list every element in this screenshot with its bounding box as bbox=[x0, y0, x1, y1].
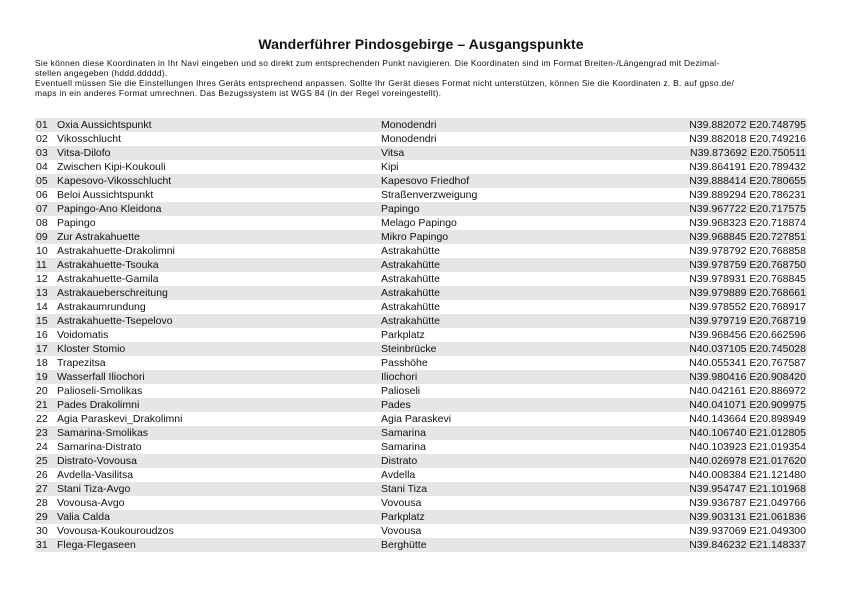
point-coordinates: N39.968456 E20.662596 bbox=[689, 329, 806, 341]
point-name: Astrakahuette-Drakolimni bbox=[57, 245, 175, 257]
point-name: Stani Tiza-Avgo bbox=[57, 483, 131, 495]
point-place: Astrakahütte bbox=[381, 245, 440, 257]
point-name: Pades Drakolimni bbox=[57, 399, 140, 411]
point-coordinates: N39.978792 E20.768858 bbox=[689, 245, 806, 257]
point-coordinates: N39.882072 E20.748795 bbox=[689, 119, 806, 131]
point-name: Astrakahuette-Gamila bbox=[57, 273, 159, 285]
point-place: Steinbrücke bbox=[381, 343, 437, 355]
table-row bbox=[35, 328, 807, 342]
table-row bbox=[35, 132, 807, 146]
point-coordinates: N39.846232 E21.148337 bbox=[689, 539, 806, 551]
point-coordinates: N39.968845 E20.727851 bbox=[689, 231, 806, 243]
point-number: 18 bbox=[36, 357, 48, 369]
table-row bbox=[35, 370, 807, 384]
point-number: 03 bbox=[36, 147, 48, 159]
point-name: Astrakaueberschreitung bbox=[57, 287, 168, 299]
table-row bbox=[35, 356, 807, 370]
point-number: 19 bbox=[36, 371, 48, 383]
point-number: 22 bbox=[36, 413, 48, 425]
point-coordinates: N39.979719 E20.768719 bbox=[689, 315, 806, 327]
table-row bbox=[35, 454, 807, 468]
point-number: 17 bbox=[36, 343, 48, 355]
point-name: Flega-Flegaseen bbox=[57, 539, 136, 551]
point-place: Parkplatz bbox=[381, 511, 425, 523]
point-number: 15 bbox=[36, 315, 48, 327]
point-place: Astrakahütte bbox=[381, 259, 440, 271]
intro-line: Eventuell müssen Sie die Einstellungen Ihres Geräts entsprechend anpassen. Sollte Ihr Gerät dieses Format nicht unterstützen, können Sie die Koordinaten z. B. auf gpso.de/ bbox=[35, 78, 735, 88]
table-row bbox=[35, 244, 807, 258]
point-number: 27 bbox=[36, 483, 48, 495]
document-page bbox=[35, 0, 807, 595]
table-row bbox=[35, 524, 807, 538]
table-row bbox=[35, 496, 807, 510]
point-number: 20 bbox=[36, 385, 48, 397]
table-row bbox=[35, 118, 807, 132]
point-place: Papingo bbox=[381, 203, 420, 215]
point-number: 29 bbox=[36, 511, 48, 523]
point-name: Agia Paraskevi_Drakolimni bbox=[57, 413, 183, 425]
point-coordinates: N39.937069 E21.049300 bbox=[689, 525, 806, 537]
point-place: Monodendri bbox=[381, 133, 437, 145]
point-place: Vitsa bbox=[381, 147, 405, 159]
point-number: 16 bbox=[36, 329, 48, 341]
intro-line: maps in ein anderes Format umrechnen. Das Bezugssystem ist WGS 84 (in der Regel voreingestellt). bbox=[35, 88, 442, 98]
point-number: 13 bbox=[36, 287, 48, 299]
point-place: Samarina bbox=[381, 441, 426, 453]
table-row bbox=[35, 398, 807, 412]
point-number: 11 bbox=[36, 259, 47, 271]
table-row bbox=[35, 286, 807, 300]
point-coordinates: N39.888414 E20.780655 bbox=[689, 175, 806, 187]
point-number: 24 bbox=[36, 441, 48, 453]
point-name: Kapesovo-Vikosschlucht bbox=[57, 175, 172, 187]
table-row bbox=[35, 146, 807, 160]
point-name: Astrakaumrundung bbox=[57, 301, 146, 313]
point-coordinates: N39.979889 E20.768661 bbox=[689, 287, 806, 299]
table-row bbox=[35, 160, 807, 174]
point-name: Kloster Stomio bbox=[57, 343, 126, 355]
point-number: 31 bbox=[36, 539, 48, 551]
point-place: Avdella bbox=[381, 469, 416, 481]
point-number: 05 bbox=[36, 175, 48, 187]
point-name: Palioseli-Smolikas bbox=[57, 385, 143, 397]
point-name: Distrato-Vovousa bbox=[57, 455, 137, 467]
point-coordinates: N39.954747 E21.101968 bbox=[689, 483, 806, 495]
table-row bbox=[35, 174, 807, 188]
table-row bbox=[35, 440, 807, 454]
table-row bbox=[35, 216, 807, 230]
table-row bbox=[35, 412, 807, 426]
table-row bbox=[35, 426, 807, 440]
point-place: Kapesovo Friedhof bbox=[381, 175, 470, 187]
point-number: 21 bbox=[36, 399, 48, 411]
point-place: Straßenverzweigung bbox=[381, 189, 478, 201]
point-name: Vikosschlucht bbox=[57, 133, 122, 145]
point-coordinates: N40.041071 E20.909975 bbox=[689, 399, 806, 411]
point-name: Avdella-Vasilitsa bbox=[57, 469, 134, 481]
point-number: 10 bbox=[36, 245, 48, 257]
point-coordinates: N40.026978 E21.017620 bbox=[689, 455, 806, 467]
point-place: Iliochori bbox=[381, 371, 418, 383]
intro-line: Sie können diese Koordinaten in Ihr Navi eingeben und so direkt zum entsprechenden Punkt navigieren. Die Koordinaten sind im Format Breiten-/Längengrad mit Dezimal- bbox=[35, 58, 720, 68]
point-place: Palioseli bbox=[381, 385, 421, 397]
point-number: 01 bbox=[36, 119, 48, 131]
table-row bbox=[35, 202, 807, 216]
point-coordinates: N39.967722 E20.717575 bbox=[689, 203, 806, 215]
point-name: Vovousa-Avgo bbox=[57, 497, 125, 509]
table-row bbox=[35, 468, 807, 482]
point-place: Distrato bbox=[381, 455, 418, 467]
point-number: 25 bbox=[36, 455, 48, 467]
intro-text bbox=[35, 58, 807, 98]
point-coordinates: N39.864191 E20.789432 bbox=[689, 161, 806, 173]
table-row bbox=[35, 300, 807, 314]
point-place: Monodendri bbox=[381, 119, 437, 131]
table-row bbox=[35, 272, 807, 286]
table-row bbox=[35, 230, 807, 244]
table-row bbox=[35, 342, 807, 356]
point-place: Samarina bbox=[381, 427, 426, 439]
point-number: 23 bbox=[36, 427, 48, 439]
point-place: Astrakahütte bbox=[381, 287, 440, 299]
point-place: Parkplatz bbox=[381, 329, 425, 341]
point-name: Beloi Aussichtspunkt bbox=[57, 189, 154, 201]
point-number: 04 bbox=[36, 161, 48, 173]
point-name: Oxia Aussichtspunkt bbox=[57, 119, 152, 131]
point-name: Voidomatis bbox=[57, 329, 109, 341]
point-place: Vovousa bbox=[381, 525, 422, 537]
point-place: Kipi bbox=[381, 161, 399, 173]
point-coordinates: N39.978552 E20.768917 bbox=[689, 301, 806, 313]
point-number: 12 bbox=[36, 273, 48, 285]
point-number: 06 bbox=[36, 189, 48, 201]
point-name: Zwischen Kipi-Koukouli bbox=[57, 161, 166, 173]
point-name: Samarina-Distrato bbox=[57, 441, 142, 453]
point-number: 14 bbox=[36, 301, 48, 313]
point-coordinates: N39.903131 E21.061836 bbox=[689, 511, 806, 523]
table-row bbox=[35, 482, 807, 496]
point-name: Astrakahuette-Tsouka bbox=[57, 259, 159, 271]
table-row bbox=[35, 384, 807, 398]
point-name: Papingo bbox=[57, 217, 96, 229]
point-coordinates: N39.968323 E20.718874 bbox=[689, 217, 806, 229]
point-name: Trapezitsa bbox=[57, 357, 106, 369]
point-coordinates: N39.882018 E20.749216 bbox=[689, 133, 806, 145]
point-name: Samarina-Smolikas bbox=[57, 427, 149, 439]
table-row bbox=[35, 258, 807, 272]
point-coordinates: N40.143664 E20.898949 bbox=[689, 413, 806, 425]
point-place: Stani Tiza bbox=[381, 483, 428, 495]
point-coordinates: N39.978759 E20.768750 bbox=[689, 259, 806, 271]
point-coordinates: N39.873692 E20.750511 bbox=[690, 147, 806, 159]
point-place: Agia Paraskevi bbox=[381, 413, 452, 425]
point-place: Passhöhe bbox=[381, 357, 428, 369]
point-place: Astrakahütte bbox=[381, 301, 440, 313]
point-place: Berghütte bbox=[381, 539, 427, 551]
point-number: 26 bbox=[36, 469, 48, 481]
point-number: 30 bbox=[36, 525, 48, 537]
point-coordinates: N39.980416 E20.908420 bbox=[689, 371, 806, 383]
point-name: Vitsa-Dilofo bbox=[57, 147, 111, 159]
point-place: Melago Papingo bbox=[381, 217, 457, 229]
point-coordinates: N40.042161 E20.886972 bbox=[689, 385, 806, 397]
point-name: Vovousa-Koukouroudzos bbox=[57, 525, 174, 537]
point-place: Astrakahütte bbox=[381, 273, 440, 285]
point-coordinates: N40.106740 E21.012805 bbox=[689, 427, 806, 439]
point-coordinates: N39.978931 E20.768845 bbox=[689, 273, 806, 285]
table-row bbox=[35, 188, 807, 202]
point-place: Astrakahütte bbox=[381, 315, 440, 327]
point-number: 08 bbox=[36, 217, 48, 229]
point-name: Papingo-Ano Kleidona bbox=[57, 203, 162, 215]
table-row bbox=[35, 314, 807, 328]
document-title: Wanderführer Pindosgebirge – Ausgangspunkte bbox=[258, 36, 584, 52]
point-name: Valia Calda bbox=[57, 511, 110, 523]
point-name: Astrakahuette-Tsepelovo bbox=[57, 315, 173, 327]
point-place: Pades bbox=[381, 399, 411, 411]
point-coordinates: N40.103923 E21.019354 bbox=[689, 441, 806, 453]
point-coordinates: N40.037105 E20.745028 bbox=[689, 343, 806, 355]
point-coordinates: N40.008384 E21.121480 bbox=[689, 469, 806, 481]
table-row bbox=[35, 510, 807, 524]
point-coordinates: N39.889294 E20.786231 bbox=[689, 189, 806, 201]
point-coordinates: N39.936787 E21.049766 bbox=[689, 497, 806, 509]
point-number: 02 bbox=[36, 133, 48, 145]
table-row bbox=[35, 538, 807, 552]
intro-line: stellen angegeben (hddd.ddddd). bbox=[35, 68, 168, 78]
point-coordinates: N40.055341 E20.767587 bbox=[689, 357, 806, 369]
point-number: 28 bbox=[36, 497, 48, 509]
point-name: Zur Astrakahuette bbox=[57, 231, 140, 243]
starting-points-table bbox=[35, 118, 807, 552]
point-number: 09 bbox=[36, 231, 48, 243]
point-name: Wasserfall Iliochori bbox=[57, 371, 145, 383]
point-place: Vovousa bbox=[381, 497, 422, 509]
point-number: 07 bbox=[36, 203, 48, 215]
point-place: Mikro Papingo bbox=[381, 231, 449, 243]
